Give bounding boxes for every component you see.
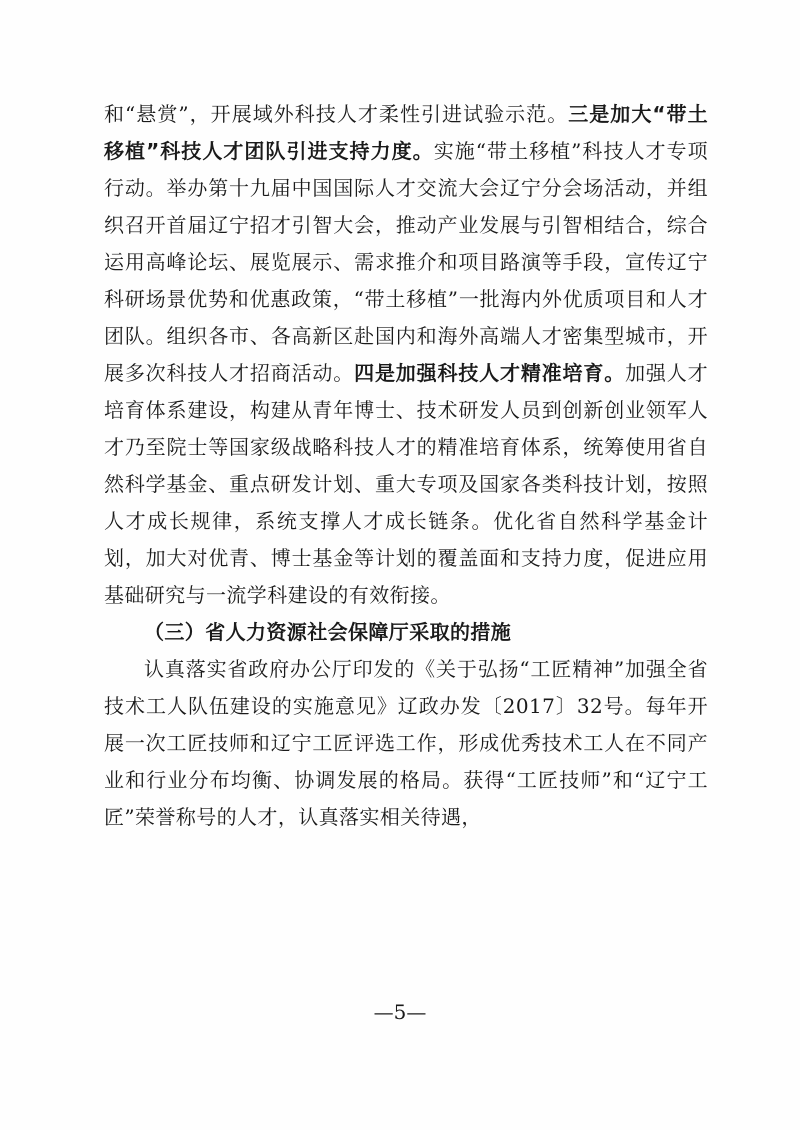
page-number: —5— [373,1000,427,1024]
document-body [104,96,708,836]
bold-point-three: 三是加大“带土移植”科技人才团队引进支持力度。 [104,102,708,163]
paragraph-hrss-measures: 认真落实省政府办公厅印发的《关于弘扬“工匠精神”加强全省技术工人队伍建设的实施意见》辽政办发〔2017〕32号。每年开展一次工匠技师和辽宁工匠评选工作，形成优秀技术工人在不同产业和行业分布均衡、协调发展的格局。获得“工匠技师”和“辽宁工匠”荣誉称号的人才，认真落实相关待遇， [104,657,708,829]
paragraph-text-segment: 加强人才培育体系建设，构建从青年博士、技术研发人员到创新创业领军人才乃至院士等国家级战略科技人才的精准培育体系，统筹使用省自然科学基金、重点研发计划、重大专项及国家各类科技计划，按照人才成长规律，系统支撑人才成长链条。优化省自然科学基金计划，加大对优青、博士基金等计划的覆盖面和支持力度，促进应用基础研究与一流学科建设的有效衔接。 [104,361,708,607]
bold-point-four: 四是加强科技人才精准培育。 [354,361,626,385]
paragraph-text-segment: 和“悬赏”，开展域外科技人才柔性引进试验示范。 [104,102,569,126]
paragraph-talent-measures [104,96,708,614]
paragraph-text-segment: 实施“带土移植”科技人才专项行动。举办第十九届中国国际人才交流大会辽宁分会场活动，并组织召开首届辽宁招才引智大会，推动产业发展与引智相结合，综合运用高峰论坛、展览展示、需求推介和项目路演等手段，宣传辽宁科研场景优势和优惠政策，“带土移植”一批海内外优质项目和人才团队。组织各市、各高新区赴国内和海外高端人才密集型城市，开展多次科技人才招商活动。 [104,139,708,385]
section-heading: （三）省人力资源社会保障厅采取的措施 [144,620,512,644]
